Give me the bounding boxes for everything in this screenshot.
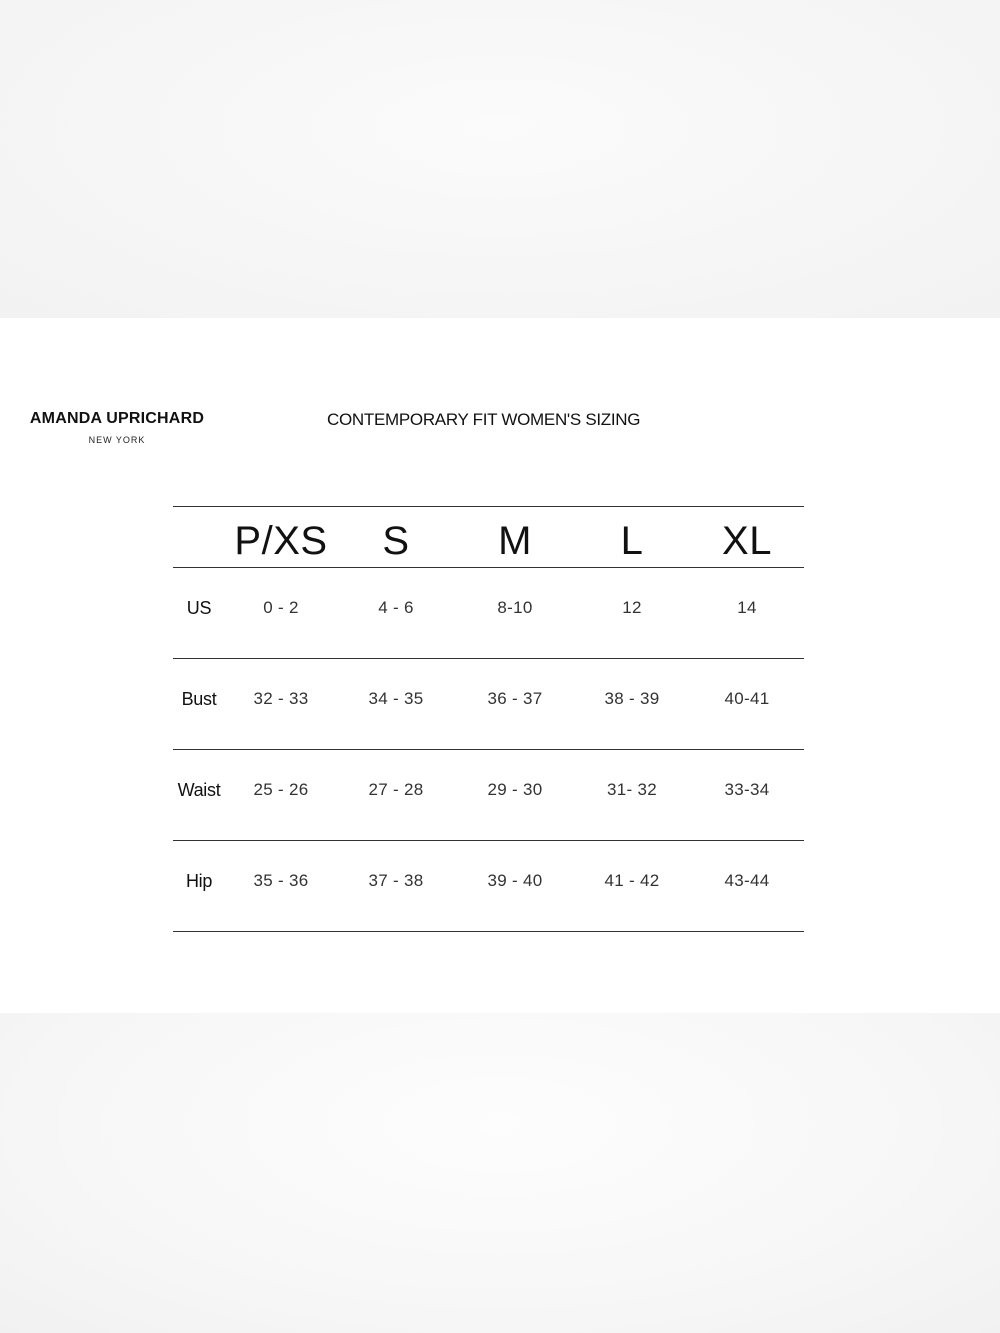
background-bottom (0, 1013, 1000, 1333)
size-table (173, 506, 804, 932)
row-label: Bust (181, 689, 217, 709)
table-cell: 8-10 (497, 598, 533, 617)
brand-location: NEW YORK (88, 435, 146, 445)
table-cell: 43-44 (724, 871, 770, 890)
size-header-pxs: P/XS (234, 519, 328, 563)
brand-name: AMANDA UPRICHARD (29, 410, 205, 427)
table-cell: 38 - 39 (604, 689, 660, 708)
size-header-l: L (620, 519, 644, 563)
table-cell: 33-34 (724, 780, 770, 799)
table-cell: 35 - 36 (253, 871, 309, 890)
background-top (0, 0, 1000, 318)
page-title: CONTEMPORARY FIT WOMEN'S SIZING (327, 410, 641, 429)
table-cell: 37 - 38 (368, 871, 424, 890)
table-cell: 25 - 26 (253, 780, 309, 799)
row-label: Hip (185, 871, 213, 891)
table-row-hip (173, 841, 804, 931)
size-header-m: M (498, 519, 532, 563)
table-cell: 14 (737, 598, 757, 617)
table-cell: 36 - 37 (487, 689, 543, 708)
table-cell: 12 (622, 598, 642, 617)
table-cell: 40-41 (724, 689, 770, 708)
table-row-bust (173, 659, 804, 749)
row-label: Waist (177, 780, 221, 800)
row-label: US (186, 598, 212, 618)
table-cell: 4 - 6 (378, 598, 414, 617)
table-row-waist (173, 750, 804, 840)
table-cell: 27 - 28 (368, 780, 424, 799)
size-header-xl: XL (722, 519, 772, 563)
table-row-us (173, 568, 804, 658)
size-header-s: S (382, 519, 410, 563)
table-cell: 41 - 42 (604, 871, 660, 890)
size-header-row (173, 507, 804, 567)
table-cell: 29 - 30 (487, 780, 543, 799)
brand-logo (22, 410, 212, 445)
table-bottom-rule (173, 931, 804, 932)
size-chart-sheet (0, 318, 1000, 1013)
table-cell: 39 - 40 (487, 871, 543, 890)
table-cell: 31- 32 (606, 780, 658, 799)
table-cell: 32 - 33 (253, 689, 309, 708)
table-cell: 34 - 35 (368, 689, 424, 708)
table-cell: 0 - 2 (263, 598, 299, 617)
